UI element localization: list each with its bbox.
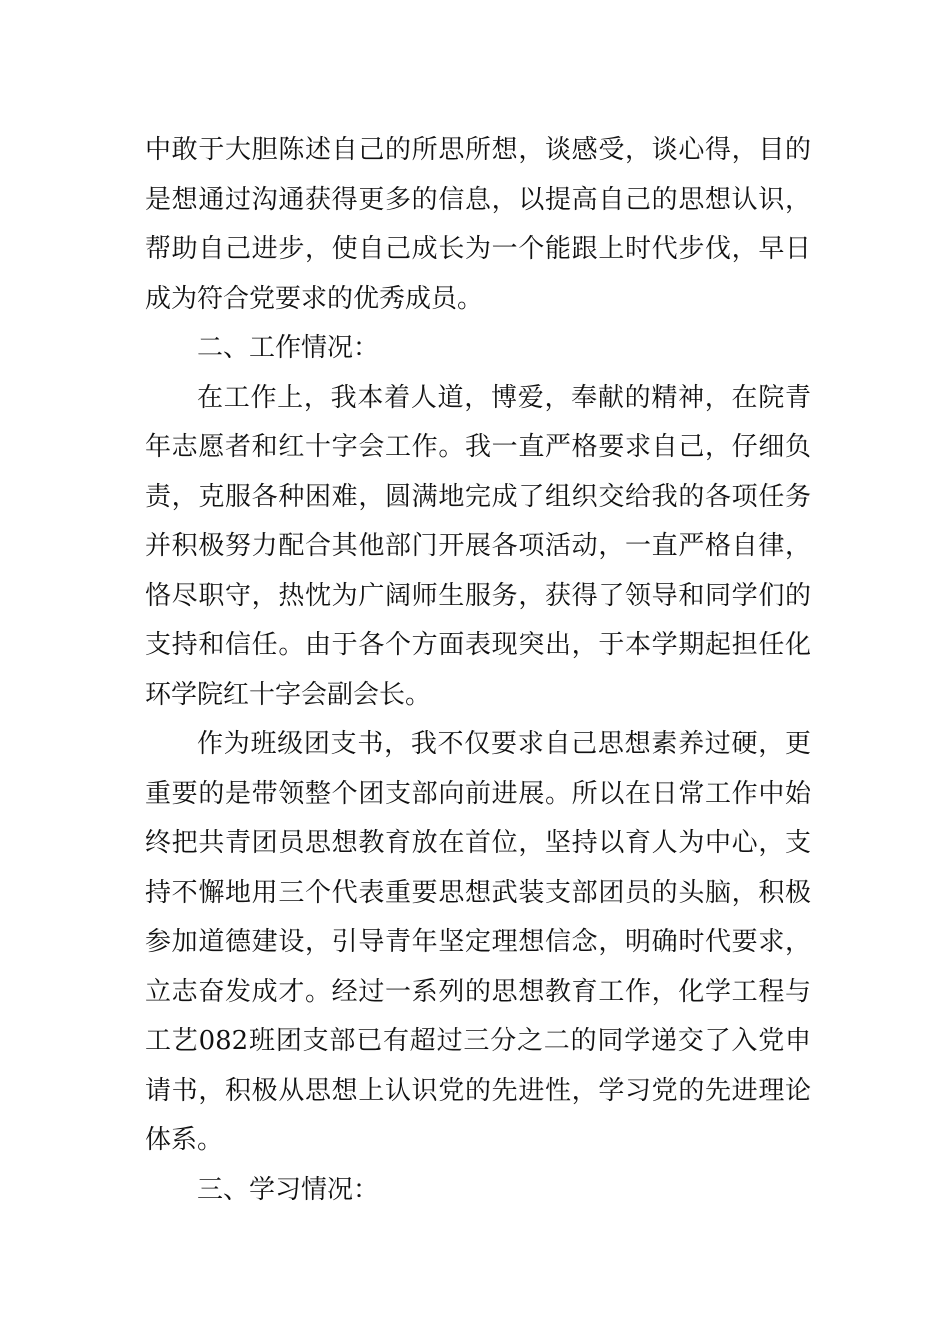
section-heading-study: 三、学习情况： [197, 1174, 380, 1205]
section-heading-work: 二、工作情况： [197, 333, 380, 363]
paragraph-continuation: 中敢于大胆陈述自己的所思所想，谈感受，谈心得，目的是想通过沟通获得更多的信息，以提高自己的思想认识，帮助自己进步，使自己成长为一个能跟上时代步伐，早日成为符合党要求的优秀成员。 [145, 135, 811, 314]
document-body [145, 126, 811, 1215]
paragraph-work-volunteer: 在工作上，我本着人道，博爱，奉献的精神，在院青年志愿者和红十字会工作。我一直严格要求自己，仔细负责，克服各种困难，圆满地完成了组织交给我的各项任务并积极努力配合其他部门开展各项活动，一直严格自律，恪尽职守，热忱为广阔师生服务，获得了领导和同学们的支持和信任。由于各个方面表现突出，于本学期起担任化环学院红十字会副会长。 [145, 382, 811, 710]
paragraph-work-league-secretary: 作为班级团支书，我不仅要求自己思想素养过硬，更重要的是带领整个团支部向前进展。所以在日常工作中始终把共青团员思想教育放在首位，坚持以育人为中心，支持不懈地用三个代表重要思想武装支部团员的头脑，积极参加道德建设，引导青年坚定理想信念，明确时代要求，立志奋发成才。经过一系列的思想教育工作，化学工程与工艺082班团支部已有超过三分之二的同学递交了入党申请书，积极从思想上认识党的先进性，学习党的先进理论体系。 [145, 729, 811, 1155]
